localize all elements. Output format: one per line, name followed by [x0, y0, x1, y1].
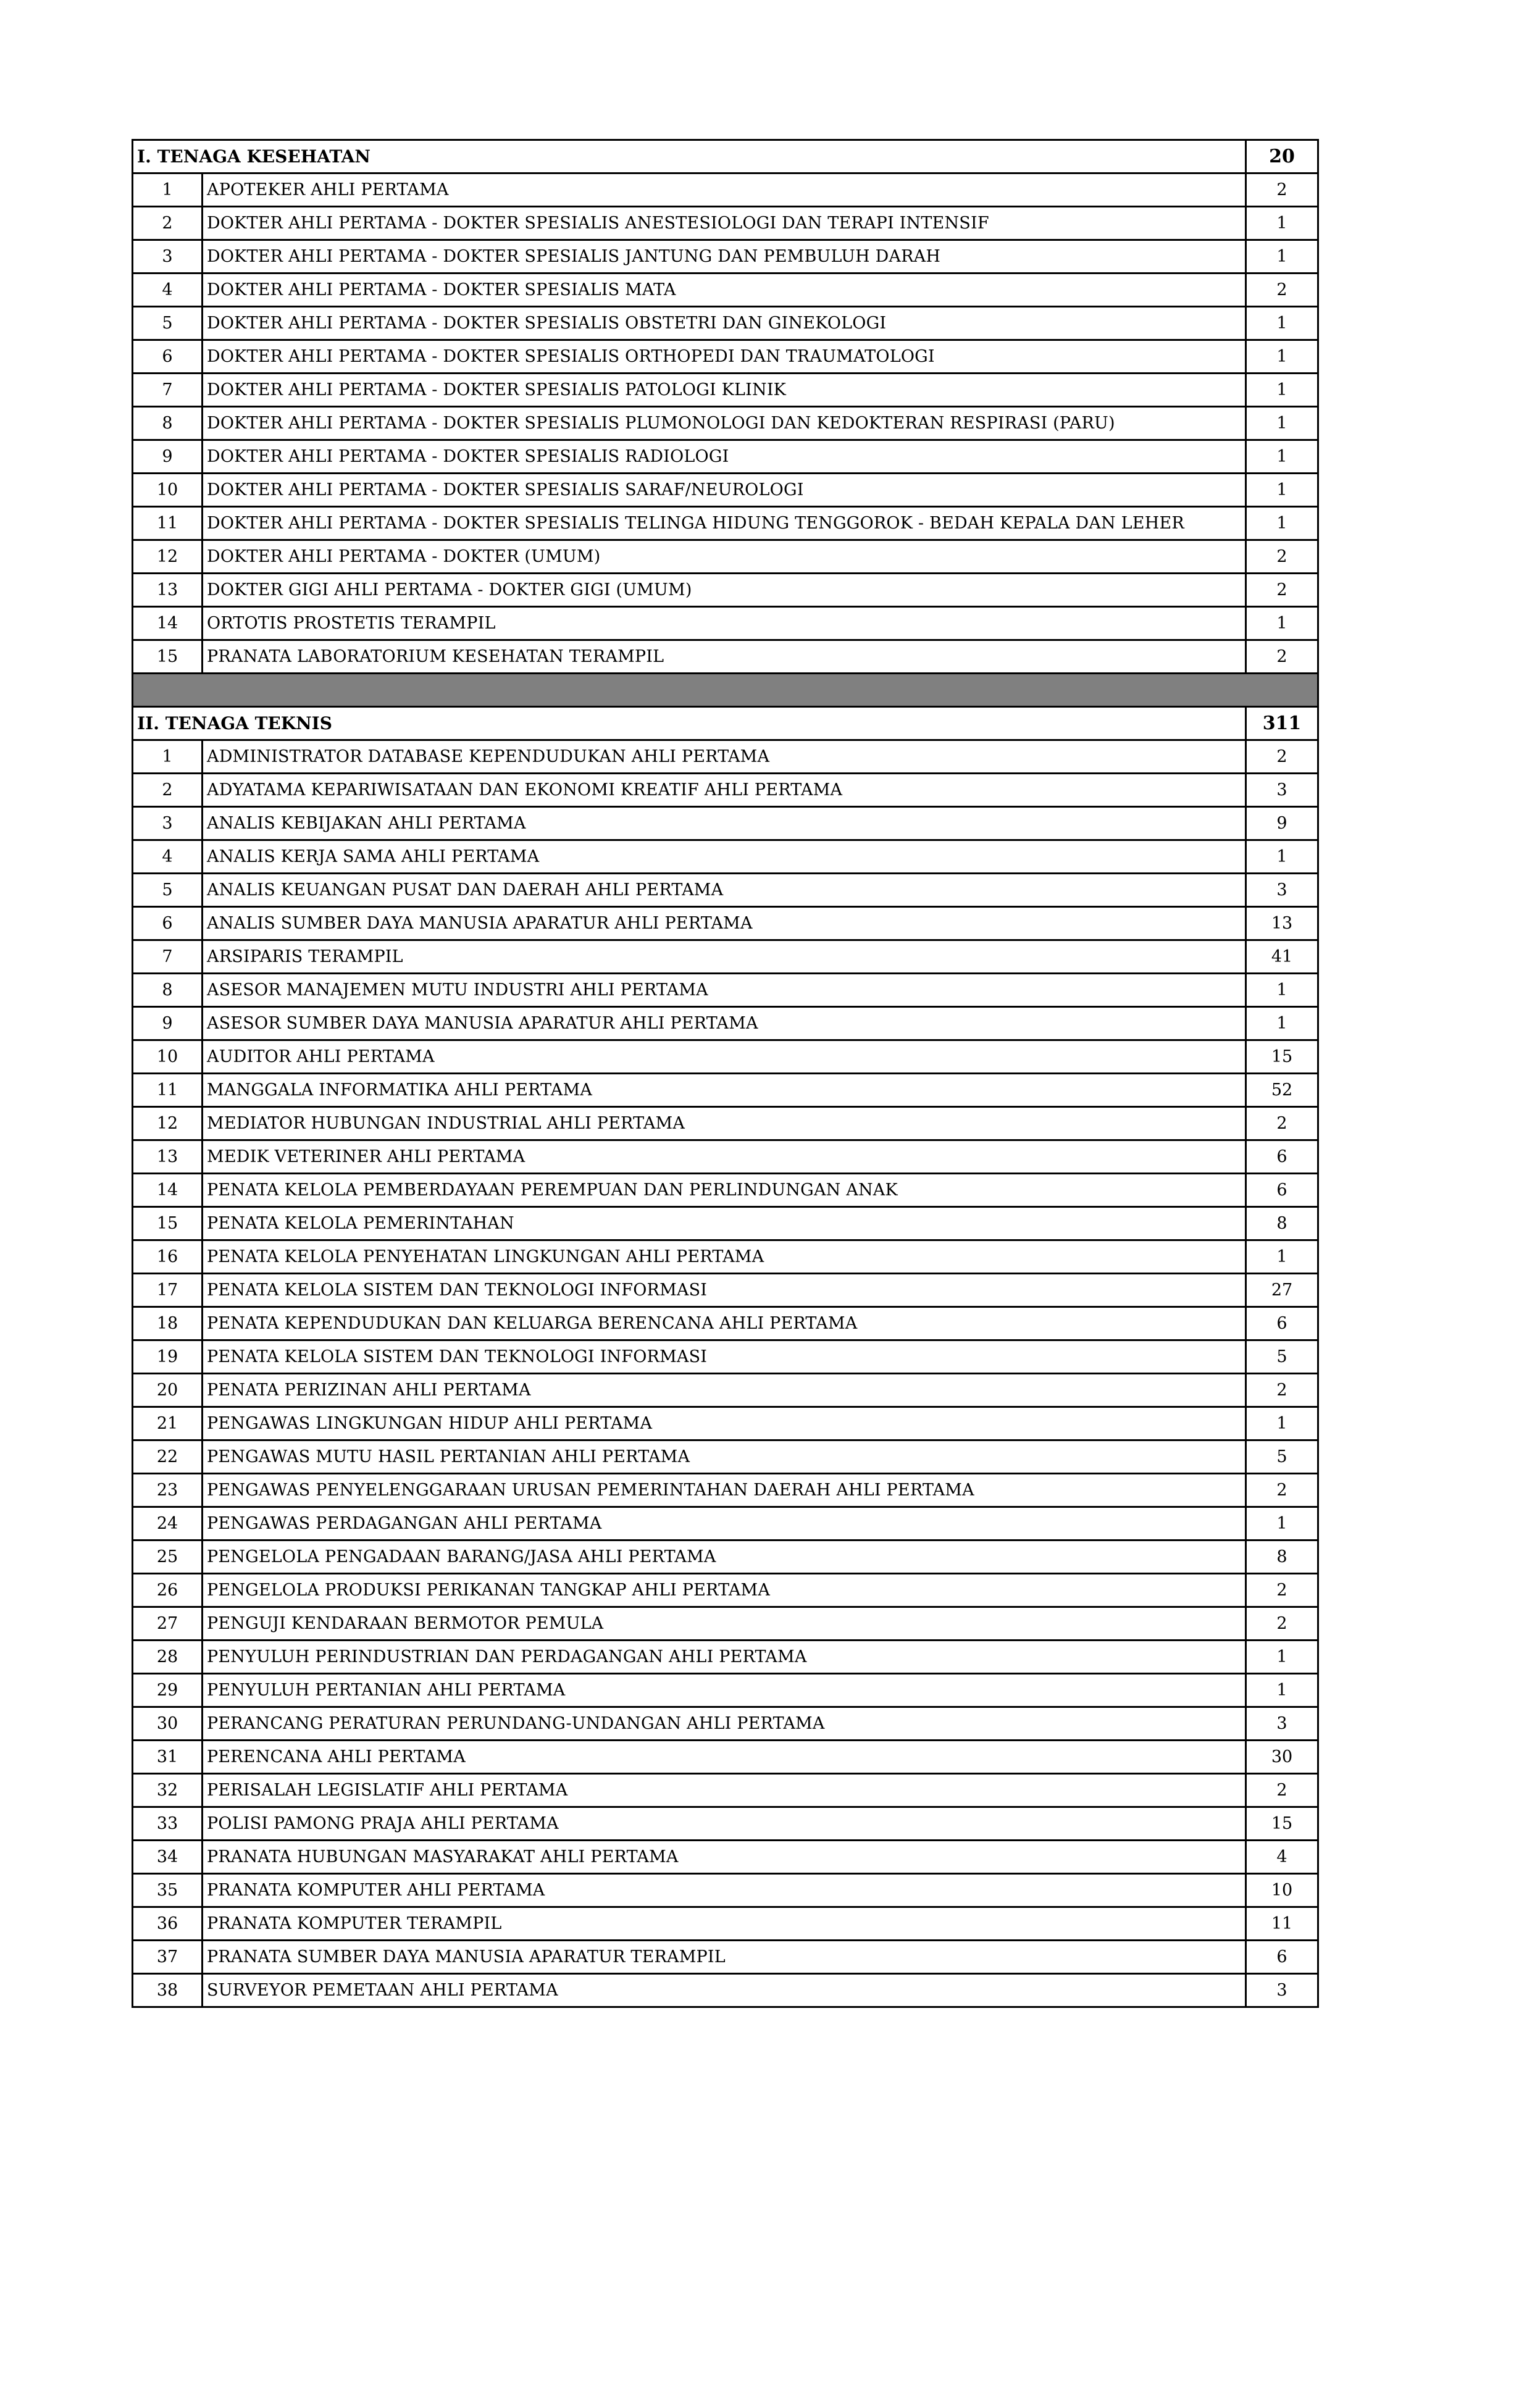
position-quantity: 1 — [1246, 507, 1318, 540]
row-number: 10 — [133, 1040, 203, 1074]
position-name: ASESOR MANAJEMEN MUTU INDUSTRI AHLI PERTAMA — [203, 974, 1246, 1007]
position-quantity: 8 — [1246, 1541, 1318, 1574]
position-name: MEDIATOR HUBUNGAN INDUSTRIAL AHLI PERTAMA — [203, 1107, 1246, 1140]
table-row — [133, 507, 1318, 540]
position-name: PENGAWAS PENYELENGGARAAN URUSAN PEMERINTAHAN DAERAH AHLI PERTAMA — [203, 1474, 1246, 1507]
section-separator-cell — [133, 674, 1318, 707]
row-number: 5 — [133, 307, 203, 340]
position-name: PENATA KELOLA SISTEM DAN TEKNOLOGI INFORMASI — [203, 1340, 1246, 1374]
table-row — [133, 1807, 1318, 1841]
position-name: MEDIK VETERINER AHLI PERTAMA — [203, 1140, 1246, 1174]
row-number: 20 — [133, 1374, 203, 1407]
table-row — [133, 574, 1318, 607]
table-row — [133, 1040, 1318, 1074]
position-name: PRANATA KOMPUTER TERAMPIL — [203, 1907, 1246, 1941]
position-quantity: 1 — [1246, 1240, 1318, 1274]
position-name: PENATA KELOLA PENYEHATAN LINGKUNGAN AHLI PERTAMA — [203, 1240, 1246, 1274]
row-number: 25 — [133, 1541, 203, 1574]
position-quantity: 15 — [1246, 1040, 1318, 1074]
table-row — [133, 274, 1318, 307]
table-row — [133, 1941, 1318, 1974]
table-row — [133, 840, 1318, 874]
row-number: 21 — [133, 1407, 203, 1440]
table-row — [133, 1007, 1318, 1040]
section-title: I. TENAGA KESEHATAN — [133, 140, 1246, 173]
table-row — [133, 1440, 1318, 1474]
position-quantity: 3 — [1246, 774, 1318, 807]
table-row — [133, 1607, 1318, 1641]
position-quantity: 27 — [1246, 1274, 1318, 1307]
position-quantity: 1 — [1246, 374, 1318, 407]
position-name: DOKTER AHLI PERTAMA - DOKTER SPESIALIS RADIOLOGI — [203, 440, 1246, 474]
position-quantity: 2 — [1246, 1474, 1318, 1507]
table-row — [133, 907, 1318, 940]
row-number: 9 — [133, 1007, 203, 1040]
position-quantity: 3 — [1246, 1974, 1318, 2007]
position-name: PENGAWAS MUTU HASIL PERTANIAN AHLI PERTAMA — [203, 1440, 1246, 1474]
table-row — [133, 1240, 1318, 1274]
row-number: 13 — [133, 574, 203, 607]
table-row — [133, 540, 1318, 574]
position-name: ANALIS KEBIJAKAN AHLI PERTAMA — [203, 807, 1246, 840]
row-number: 30 — [133, 1707, 203, 1741]
row-number: 3 — [133, 240, 203, 274]
table-row — [133, 1174, 1318, 1207]
table-row — [133, 374, 1318, 407]
position-name: ADMINISTRATOR DATABASE KEPENDUDUKAN AHLI PERTAMA — [203, 740, 1246, 774]
row-number: 13 — [133, 1140, 203, 1174]
section-header-row — [133, 707, 1318, 740]
table-row — [133, 1140, 1318, 1174]
position-quantity: 2 — [1246, 274, 1318, 307]
position-name: DOKTER AHLI PERTAMA - DOKTER SPESIALIS MATA — [203, 274, 1246, 307]
position-quantity: 1 — [1246, 1674, 1318, 1707]
row-number: 27 — [133, 1607, 203, 1641]
position-name: ANALIS SUMBER DAYA MANUSIA APARATUR AHLI PERTAMA — [203, 907, 1246, 940]
table-row — [133, 240, 1318, 274]
section-separator-row — [133, 674, 1318, 707]
section-total: 311 — [1246, 707, 1318, 740]
position-quantity: 6 — [1246, 1941, 1318, 1974]
row-number: 22 — [133, 1440, 203, 1474]
position-quantity: 3 — [1246, 1707, 1318, 1741]
table-row — [133, 1974, 1318, 2007]
position-quantity: 2 — [1246, 640, 1318, 674]
table-row — [133, 440, 1318, 474]
row-number: 1 — [133, 173, 203, 207]
position-name: MANGGALA INFORMATIKA AHLI PERTAMA — [203, 1074, 1246, 1107]
row-number: 24 — [133, 1507, 203, 1541]
table-row — [133, 1774, 1318, 1807]
table-row — [133, 1674, 1318, 1707]
row-number: 19 — [133, 1340, 203, 1374]
position-name: PENATA KELOLA SISTEM DAN TEKNOLOGI INFORMASI — [203, 1274, 1246, 1307]
table-row — [133, 407, 1318, 440]
position-quantity: 1 — [1246, 1007, 1318, 1040]
position-quantity: 30 — [1246, 1741, 1318, 1774]
position-quantity: 1 — [1246, 1407, 1318, 1440]
row-number: 15 — [133, 1207, 203, 1240]
position-name: ORTOTIS PROSTETIS TERAMPIL — [203, 607, 1246, 640]
row-number: 5 — [133, 874, 203, 907]
position-quantity: 1 — [1246, 340, 1318, 374]
position-name: DOKTER AHLI PERTAMA - DOKTER SPESIALIS PATOLOGI KLINIK — [203, 374, 1246, 407]
position-name: PRANATA KOMPUTER AHLI PERTAMA — [203, 1874, 1246, 1907]
row-number: 17 — [133, 1274, 203, 1307]
table-row — [133, 974, 1318, 1007]
position-quantity: 1 — [1246, 1507, 1318, 1541]
position-name: ANALIS KERJA SAMA AHLI PERTAMA — [203, 840, 1246, 874]
position-name: PRANATA HUBUNGAN MASYARAKAT AHLI PERTAMA — [203, 1841, 1246, 1874]
formation-table-body — [133, 140, 1318, 2007]
position-name: ASESOR SUMBER DAYA MANUSIA APARATUR AHLI PERTAMA — [203, 1007, 1246, 1040]
position-quantity: 10 — [1246, 1874, 1318, 1907]
row-number: 6 — [133, 907, 203, 940]
row-number: 7 — [133, 374, 203, 407]
table-row — [133, 1340, 1318, 1374]
position-name: SURVEYOR PEMETAAN AHLI PERTAMA — [203, 1974, 1246, 2007]
section-header-row — [133, 140, 1318, 173]
position-quantity: 2 — [1246, 540, 1318, 574]
table-row — [133, 1107, 1318, 1140]
row-number: 11 — [133, 1074, 203, 1107]
position-name: DOKTER AHLI PERTAMA - DOKTER (UMUM) — [203, 540, 1246, 574]
table-row — [133, 1907, 1318, 1941]
position-quantity: 1 — [1246, 974, 1318, 1007]
table-row — [133, 1207, 1318, 1240]
position-name: PRANATA LABORATORIUM KESEHATAN TERAMPIL — [203, 640, 1246, 674]
position-name: DOKTER GIGI AHLI PERTAMA - DOKTER GIGI (UMUM) — [203, 574, 1246, 607]
row-number: 38 — [133, 1974, 203, 2007]
position-name: PERANCANG PERATURAN PERUNDANG-UNDANGAN AHLI PERTAMA — [203, 1707, 1246, 1741]
position-name: PENGELOLA PENGADAAN BARANG/JASA AHLI PERTAMA — [203, 1541, 1246, 1574]
table-row — [133, 1574, 1318, 1607]
position-quantity: 52 — [1246, 1074, 1318, 1107]
position-name: PENATA PERIZINAN AHLI PERTAMA — [203, 1374, 1246, 1407]
position-name: APOTEKER AHLI PERTAMA — [203, 173, 1246, 207]
table-row — [133, 1841, 1318, 1874]
position-name: PERISALAH LEGISLATIF AHLI PERTAMA — [203, 1774, 1246, 1807]
row-number: 37 — [133, 1941, 203, 1974]
position-quantity: 1 — [1246, 474, 1318, 507]
table-row — [133, 1507, 1318, 1541]
row-number: 31 — [133, 1741, 203, 1774]
position-quantity: 3 — [1246, 874, 1318, 907]
row-number: 14 — [133, 1174, 203, 1207]
position-name: AUDITOR AHLI PERTAMA — [203, 1040, 1246, 1074]
position-name: POLISI PAMONG PRAJA AHLI PERTAMA — [203, 1807, 1246, 1841]
position-name: PENGAWAS LINGKUNGAN HIDUP AHLI PERTAMA — [203, 1407, 1246, 1440]
position-name: PERENCANA AHLI PERTAMA — [203, 1741, 1246, 1774]
table-row — [133, 640, 1318, 674]
row-number: 14 — [133, 607, 203, 640]
table-row — [133, 607, 1318, 640]
row-number: 35 — [133, 1874, 203, 1907]
position-quantity: 4 — [1246, 1841, 1318, 1874]
table-row — [133, 1707, 1318, 1741]
formation-table — [132, 139, 1319, 2008]
section-title: II. TENAGA TEKNIS — [133, 707, 1246, 740]
position-name: PENGAWAS PERDAGANGAN AHLI PERTAMA — [203, 1507, 1246, 1541]
position-quantity: 2 — [1246, 740, 1318, 774]
position-name: DOKTER AHLI PERTAMA - DOKTER SPESIALIS ORTHOPEDI DAN TRAUMATOLOGI — [203, 340, 1246, 374]
row-number: 4 — [133, 840, 203, 874]
table-row — [133, 1874, 1318, 1907]
position-quantity: 15 — [1246, 1807, 1318, 1841]
table-row — [133, 807, 1318, 840]
position-quantity: 1 — [1246, 1641, 1318, 1674]
row-number: 32 — [133, 1774, 203, 1807]
row-number: 12 — [133, 540, 203, 574]
row-number: 28 — [133, 1641, 203, 1674]
position-name: DOKTER AHLI PERTAMA - DOKTER SPESIALIS TELINGA HIDUNG TENGGOROK - BEDAH KEPALA DAN LEHER — [203, 507, 1246, 540]
row-number: 33 — [133, 1807, 203, 1841]
section-total: 20 — [1246, 140, 1318, 173]
row-number: 26 — [133, 1574, 203, 1607]
row-number: 8 — [133, 407, 203, 440]
position-name: PENATA KEPENDUDUKAN DAN KELUARGA BERENCANA AHLI PERTAMA — [203, 1307, 1246, 1340]
position-quantity: 2 — [1246, 1374, 1318, 1407]
row-number: 10 — [133, 474, 203, 507]
row-number: 34 — [133, 1841, 203, 1874]
position-quantity: 2 — [1246, 173, 1318, 207]
position-quantity: 2 — [1246, 1107, 1318, 1140]
position-name: PENGUJI KENDARAAN BERMOTOR PEMULA — [203, 1607, 1246, 1641]
position-quantity: 1 — [1246, 207, 1318, 240]
row-number: 4 — [133, 274, 203, 307]
row-number: 8 — [133, 974, 203, 1007]
table-row — [133, 474, 1318, 507]
row-number: 16 — [133, 1240, 203, 1274]
table-row — [133, 173, 1318, 207]
position-name: PRANATA SUMBER DAYA MANUSIA APARATUR TERAMPIL — [203, 1941, 1246, 1974]
row-number: 9 — [133, 440, 203, 474]
position-name: ARSIPARIS TERAMPIL — [203, 940, 1246, 974]
position-quantity: 1 — [1246, 407, 1318, 440]
position-quantity: 5 — [1246, 1340, 1318, 1374]
row-number: 2 — [133, 774, 203, 807]
row-number: 29 — [133, 1674, 203, 1707]
position-name: ANALIS KEUANGAN PUSAT DAN DAERAH AHLI PERTAMA — [203, 874, 1246, 907]
position-quantity: 1 — [1246, 307, 1318, 340]
row-number: 7 — [133, 940, 203, 974]
table-row — [133, 1074, 1318, 1107]
position-quantity: 2 — [1246, 574, 1318, 607]
table-row — [133, 874, 1318, 907]
position-name: DOKTER AHLI PERTAMA - DOKTER SPESIALIS OBSTETRI DAN GINEKOLOGI — [203, 307, 1246, 340]
table-row — [133, 1374, 1318, 1407]
position-quantity: 1 — [1246, 440, 1318, 474]
table-row — [133, 1307, 1318, 1340]
position-name: DOKTER AHLI PERTAMA - DOKTER SPESIALIS ANESTESIOLOGI DAN TERAPI INTENSIF — [203, 207, 1246, 240]
table-row — [133, 1474, 1318, 1507]
table-row — [133, 740, 1318, 774]
position-quantity: 2 — [1246, 1774, 1318, 1807]
table-row — [133, 207, 1318, 240]
position-name: PENYULUH PERTANIAN AHLI PERTAMA — [203, 1674, 1246, 1707]
position-quantity: 2 — [1246, 1607, 1318, 1641]
position-quantity: 8 — [1246, 1207, 1318, 1240]
position-quantity: 13 — [1246, 907, 1318, 940]
position-name: PENATA KELOLA PEMBERDAYAAN PEREMPUAN DAN PERLINDUNGAN ANAK — [203, 1174, 1246, 1207]
row-number: 3 — [133, 807, 203, 840]
position-name: DOKTER AHLI PERTAMA - DOKTER SPESIALIS SARAF/NEUROLOGI — [203, 474, 1246, 507]
row-number: 23 — [133, 1474, 203, 1507]
row-number: 2 — [133, 207, 203, 240]
table-row — [133, 1407, 1318, 1440]
row-number: 6 — [133, 340, 203, 374]
position-name: DOKTER AHLI PERTAMA - DOKTER SPESIALIS PLUMONOLOGI DAN KEDOKTERAN RESPIRASI (PARU) — [203, 407, 1246, 440]
row-number: 36 — [133, 1907, 203, 1941]
table-row — [133, 1641, 1318, 1674]
row-number: 15 — [133, 640, 203, 674]
row-number: 18 — [133, 1307, 203, 1340]
row-number: 1 — [133, 740, 203, 774]
position-name: PENATA KELOLA PEMERINTAHAN — [203, 1207, 1246, 1240]
position-quantity: 6 — [1246, 1307, 1318, 1340]
position-quantity: 1 — [1246, 840, 1318, 874]
table-row — [133, 1274, 1318, 1307]
position-name: ADYATAMA KEPARIWISATAAN DAN EKONOMI KREATIF AHLI PERTAMA — [203, 774, 1246, 807]
position-name: DOKTER AHLI PERTAMA - DOKTER SPESIALIS JANTUNG DAN PEMBULUH DARAH — [203, 240, 1246, 274]
position-quantity: 9 — [1246, 807, 1318, 840]
table-row — [133, 774, 1318, 807]
table-row — [133, 340, 1318, 374]
position-quantity: 1 — [1246, 240, 1318, 274]
table-row — [133, 1541, 1318, 1574]
row-number: 11 — [133, 507, 203, 540]
position-quantity: 2 — [1246, 1574, 1318, 1607]
table-row — [133, 940, 1318, 974]
position-quantity: 1 — [1246, 607, 1318, 640]
position-quantity: 11 — [1246, 1907, 1318, 1941]
row-number: 12 — [133, 1107, 203, 1140]
position-name: PENYULUH PERINDUSTRIAN DAN PERDAGANGAN AHLI PERTAMA — [203, 1641, 1246, 1674]
table-row — [133, 307, 1318, 340]
position-quantity: 6 — [1246, 1174, 1318, 1207]
position-name: PENGELOLA PRODUKSI PERIKANAN TANGKAP AHLI PERTAMA — [203, 1574, 1246, 1607]
position-quantity: 41 — [1246, 940, 1318, 974]
position-quantity: 5 — [1246, 1440, 1318, 1474]
table-row — [133, 1741, 1318, 1774]
position-quantity: 6 — [1246, 1140, 1318, 1174]
